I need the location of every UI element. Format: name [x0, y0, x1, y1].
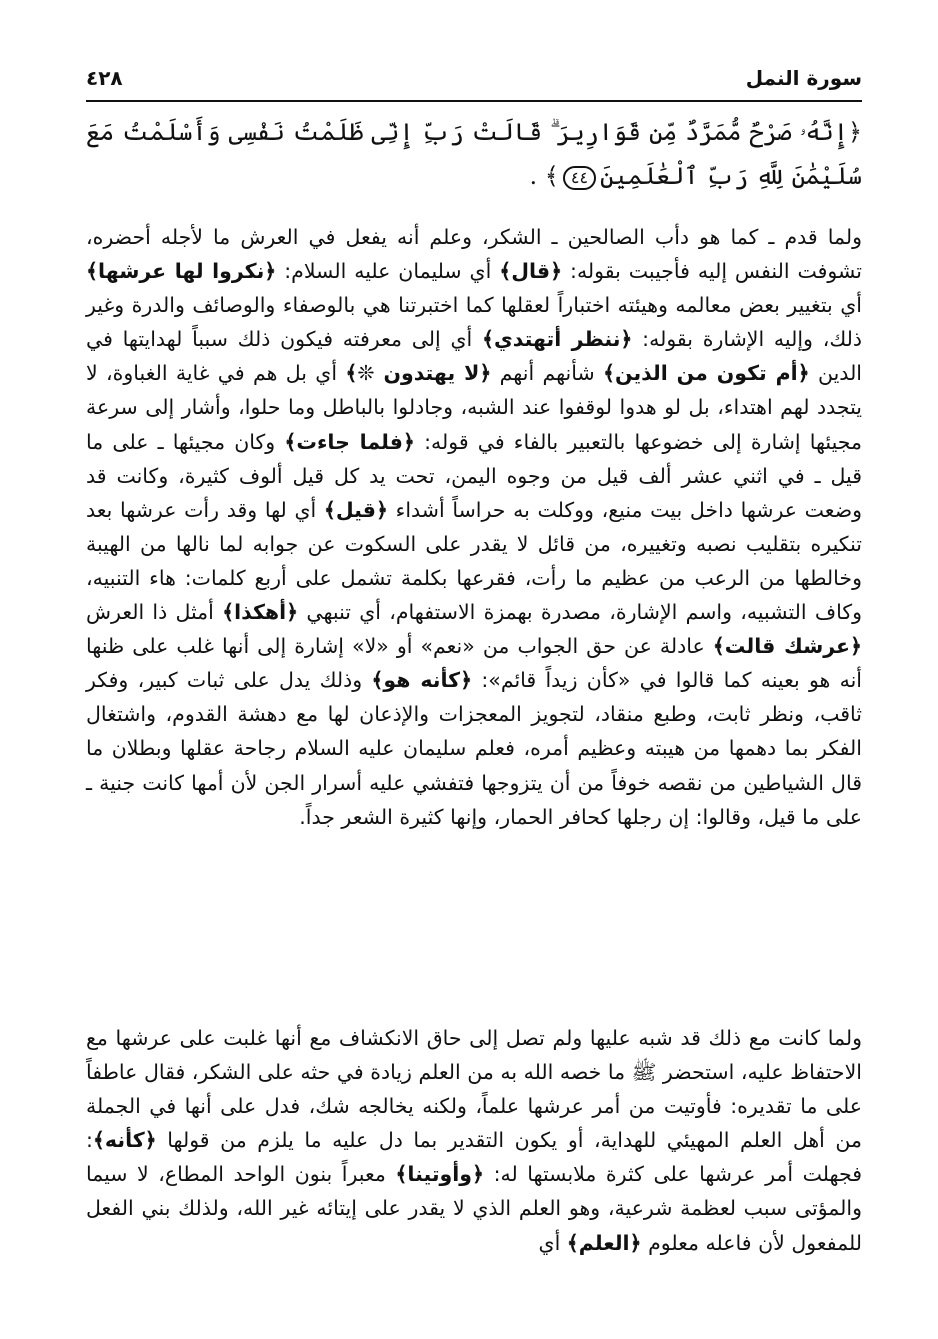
- text-run: أي سليمان عليه السلام:: [276, 259, 500, 284]
- text-run: أي لها وقد رأت عرشها بعد تنكيره بتقليب نصبه وتغييره، من قائل لا يقدر على السكوت عن جوابه لما نالها من الهيبة وخالطها من الرعب من عظيم ما رأت، فقرعها بكلمة تشمل على أربع كلمات: هاء التنبيه، وكاف التشبيه، واسم الإشارة، مصدرة بهمزة الاستفهام، أي تنبهي: [86, 497, 862, 625]
- quote-run: ﴿أهكذا﴾: [222, 600, 299, 625]
- quote-run: ﴿كأنه هو﴾: [371, 668, 473, 693]
- text-run: أي بل هم في غاية الغباوة، لا يتجدد لهم اهتداء، بل لو هدوا لوقفوا عند الشبه، وجادلوا بالباطل وما حلوا، وأشار إلى سرعة مجيئها إشارة إلى خضوعها بالتعبير بالفاء في قوله:: [86, 361, 863, 454]
- text-run: وكان مجيئها ـ على ما قيل ـ في اثني عشر ألف قيل من وجوه اليمن، تحت يد كل قيل ألوف كثيرة، وكانت قد وضعت عرشها داخل بيت منيع، ووكلت به حراساً أشداء: [86, 429, 862, 522]
- quote-run: ﴿قال﴾: [499, 259, 563, 284]
- text-run: معبراً بنون الواحد المطاع، لا سيما والمؤتى سبب لعظمة شرعية، وهو العلم الذي لا يقدر على إيتائه غير الله، ولذلك بني الفعل للمفعول لأن فاعله معلوم: [86, 1162, 862, 1255]
- verse-closing: ﴾ .: [529, 162, 559, 190]
- quote-run: ﴿وأوتينا﴾: [395, 1162, 485, 1187]
- quote-run: ﴿كأنه﴾: [92, 1128, 157, 1153]
- quote-run: ﴿أم تكون من الذين﴾: [603, 361, 810, 386]
- text-run: أمثل ذا العرش: [86, 600, 223, 625]
- verse-open-bracket: ﴿: [847, 118, 862, 146]
- quote-run: ﴿فلما جاءت﴾: [284, 429, 415, 454]
- page-number: ٤٢٨: [86, 66, 123, 90]
- text-run: عادلة عن حق الجواب من «نعم» أو «لا» إشارة إلى أنها غلب على ظنها أنه هو بعينه كما قالوا في «كأن زيداً قائم»:: [86, 634, 862, 693]
- text-run: ولما قدم ـ كما هو دأب الصالحين ـ الشكر، وعلم أنه يفعل في العرش ما لأجله أحضره، تشوفت النفس إليه فأجيبت بقوله:: [86, 225, 862, 284]
- surah-title: سورة النمل: [745, 66, 862, 90]
- text-run: أي: [538, 1230, 567, 1255]
- quote-run: ﴿ننظر أتهتدي﴾: [481, 327, 633, 352]
- text-run: ولما كانت مع ذلك قد شبه عليها ولم تصل إلى حاق الانكشاف مع أنها غلبت على عرشها مع الاحتفاظ عليه، استحضر ﷺ ما خصه الله به من العلم زيادة في حثه على الشكر، فقال عاطفاً على ما تقديره: فأوتيت من أمر عرشها علماً، ولكنه يخالجه شك، فدل على أنها في الجملة من أهل العلم المهيئي للهداية، أو يكون التقدير بما دل عليه ما يلزم من قولها: [86, 1026, 862, 1153]
- quote-run: ﴿قيل﴾: [323, 497, 388, 522]
- ayah-number-mark: ٤٤: [563, 166, 596, 190]
- quote-run: ﴿لا يهتدون ❊﴾: [345, 361, 492, 386]
- text-run: وذلك يدل على ثبات كبير، وفكر ثاقب، ونظر ثابت، وطبع منقاد، لتجويز المعجزات والإذعان لها مع دهشة القدوم، واشتغال الفكر بما دهمها من هيبته وعظيم أمره، فعلم سليمان عليه السلام رجاحة عقلها وبطلان ما قال الشياطين من نقصه خوفاً من أن يتزوجها فتفشي عليه أسرار الجن لأن أمها كانت جنية ـ على ما قيل، وقالوا: إن رجلها كحافر الحمار، وإنها كثيرة الشعر جداً.: [86, 668, 862, 829]
- commentary-paragraph-2: [86, 1021, 862, 1260]
- commentary-paragraph-1: [86, 220, 862, 834]
- text-run: شأنهم أنهم: [491, 361, 603, 386]
- page-header: [86, 58, 862, 98]
- verse-text: إِنَّهُۥ صَرْحٌ مُّمَرَّدٌ مِّن قَوَارِيرَ ۗ قَالَتْ رَبِّ إِنِّى ظَلَمْتُ نَفْسِى وَأَسْلَمْتُ مَعَ سُلَيْمَٰنَ لِلَّهِ رَبِّ ٱلْعَٰلَمِينَ: [86, 118, 862, 190]
- text-run: : فجهلت أمر عرشها على كثرة ملابستها له:: [86, 1128, 863, 1187]
- text-run: أي بتغيير بعض معالمه وهيئته اختباراً لعقلها كما اختبرتنا هي بالوصفاء والوصائف والدرة وغير ذلك، وإليه الإشارة بقوله:: [86, 293, 862, 352]
- quote-run: ﴿نكروا لها عرشها﴾: [86, 259, 277, 284]
- text-run: أي إلى معرفته فيكون ذلك سبباً لهدايتها في الدين: [86, 327, 863, 386]
- quran-verse: [86, 110, 862, 198]
- quote-run: ﴿العلم﴾: [566, 1230, 642, 1255]
- quote-run: ﴿عرشك قالت﴾: [712, 634, 862, 659]
- header-rule: [86, 100, 862, 102]
